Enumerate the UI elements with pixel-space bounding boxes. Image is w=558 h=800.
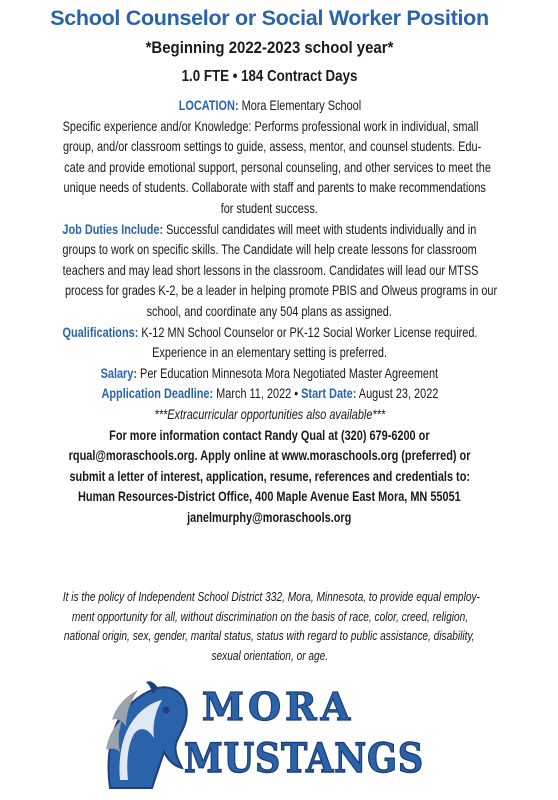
qualifications-text: Experience in an elementary setting is preferred. [152, 344, 387, 361]
posting-title: School Counselor or Social Worker Position [50, 6, 489, 30]
duties-line [4, 301, 535, 322]
description-text: cate and provide emotional support, personal counseling, and other services to meet the [64, 158, 491, 175]
duties-text: Successful candidates will meet with students individually and in [163, 220, 477, 237]
contact-text: For more information contact Randy Qual at (320) 679-6200 or [109, 426, 430, 443]
fte-line: 1.0 FTE • 184 Contract Days [181, 68, 358, 85]
contact-text: rqual@moraschools.org. Apply online at www.moraschools.org (preferred) or [68, 447, 471, 464]
qualifications-line [4, 322, 535, 343]
contact-line [4, 445, 535, 466]
contact-line [4, 425, 535, 446]
duties-text: groups to work on specific skills. The Candidate will help create lessons for classroom [62, 241, 477, 258]
description-line [4, 136, 535, 157]
description-line [4, 157, 535, 178]
description-text: for student success. [220, 199, 319, 216]
contact-line [4, 466, 535, 487]
description-text: Specific experience and/or Knowledge: Performs professional work in individual, small [62, 117, 479, 134]
extracurricular-line [4, 404, 535, 425]
duties-label: Job Duties Include: [62, 220, 164, 237]
policy-text: ment opportunity for all, without discrimination on the basis of race, color, creed, religion, [71, 608, 468, 624]
salary-label: Salary: [100, 364, 138, 381]
contact-text: submit a letter of interest, application, resume, references and credentials to: [69, 467, 470, 484]
start-date-label: Start Date: [300, 385, 356, 402]
posting-body [4, 95, 535, 527]
school-year-subtitle: *Beginning 2022-2023 school year* [145, 38, 394, 57]
duties-text: teachers and may lead short lessons in the classroom. Candidates will lead our MTSS [62, 261, 479, 278]
deadline-label: Application Deadline: [101, 385, 213, 402]
equal-opportunity-policy [4, 587, 535, 665]
contact-line [4, 507, 535, 528]
mustang-logo-graphic [100, 680, 430, 792]
policy-text: sexual orientation, or age. [211, 647, 328, 663]
policy-text: It is the policy of Independent School District 332, Mora, Minnesota, to provide equal employ- [62, 589, 480, 604]
description-text: unique needs of students. Collaborate with staff and parents to make recommendations [63, 179, 486, 196]
policy-line [4, 646, 535, 666]
policy-text: national origin, sex, gender, marital status, status with regard to public assistance, disability, [64, 628, 475, 643]
location-value: Mora Elementary School [238, 97, 361, 113]
qualifications-line [4, 342, 535, 363]
location-line [4, 95, 535, 116]
logo-word-mustangs: MUSTANGS [184, 735, 424, 782]
dates-line [4, 383, 535, 404]
description-line [4, 177, 535, 198]
duties-line [4, 239, 535, 260]
description-line [4, 198, 535, 219]
mustang-head-icon [106, 681, 187, 788]
start-date-value: August 23, 2022 [355, 385, 438, 402]
policy-line [4, 587, 535, 607]
contact-text: Human Resources-District Office, 400 Maple Avenue East Mora, MN 55051 [78, 488, 461, 505]
contact-line [4, 486, 535, 507]
salary-line [4, 363, 535, 384]
qualifications-label: Qualifications: [62, 323, 139, 340]
deadline-value: March 11, 2022 • [212, 385, 301, 402]
description-text: group, and/or classroom settings to guide, assess, mentor, and counsel students. Edu- [62, 138, 482, 155]
mora-mustangs-logo [100, 680, 430, 792]
extracurricular-text: ***Extracurricular opportunities also available*** [154, 405, 385, 422]
duties-text: school, and coordinate any 504 plans as assigned. [146, 302, 393, 319]
contact-email: janelmurphy@moraschools.org [187, 508, 352, 525]
policy-line [4, 607, 535, 627]
salary-value: Per Education Minnesota Mora Negotiated Master Agreement [137, 364, 439, 381]
location-label: LOCATION: [178, 97, 239, 113]
description-line [4, 116, 535, 137]
duties-text: process for grades K-2, be a leader in helping promote PBIS and Olweus programs in our [64, 282, 498, 299]
logo-word-mora: MORA [201, 684, 355, 729]
duties-line [4, 280, 535, 301]
duties-line [4, 219, 535, 240]
duties-line [4, 260, 535, 281]
policy-line [4, 626, 535, 646]
qualifications-text: K-12 MN School Counselor or PK-12 Social Worker License required. [138, 323, 478, 340]
